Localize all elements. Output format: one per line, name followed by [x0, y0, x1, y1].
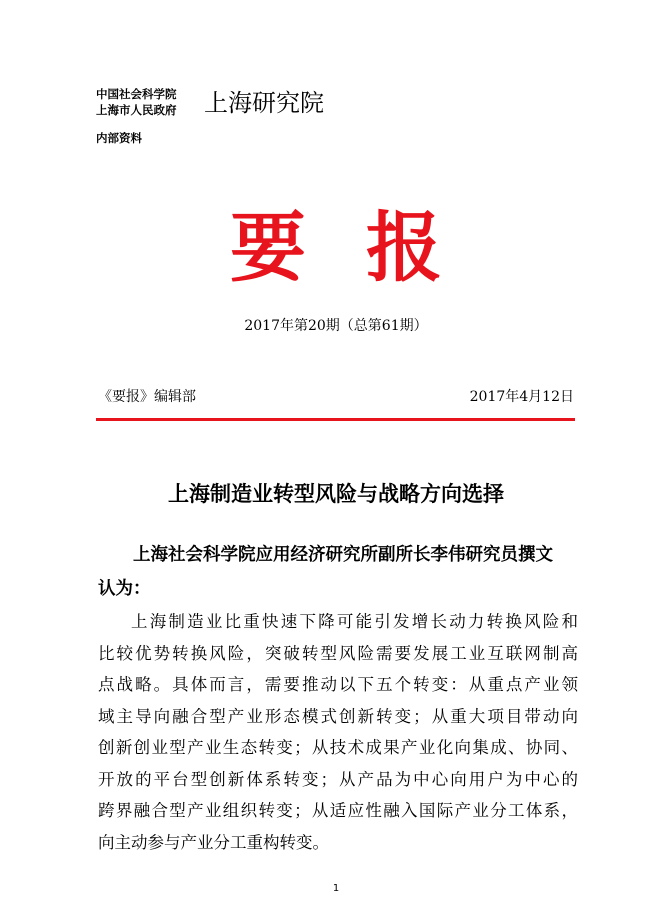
article-byline — [98, 538, 578, 606]
body-line: 点战略。具体而言，需要推动以下五个转变：从重点产业领 — [98, 675, 578, 694]
byline-line: 上海社会科学院应用经济研究所副所长李伟研究员撰文 — [133, 545, 553, 565]
red-divider — [96, 418, 575, 421]
byline-line: 认为： — [98, 579, 151, 599]
internal-material-label: 内部资料 — [96, 131, 142, 145]
body-line: 向主动参与产业分工重构转变。 — [98, 832, 329, 852]
body-line: 域主导向融合型产业形态模式创新转变；从重大项目带动向 — [98, 706, 578, 726]
institute-name: 上海研究院 — [204, 89, 324, 117]
issue-number: 2017年第20期（总第61期） — [244, 318, 428, 334]
article-body — [98, 606, 578, 858]
sponsor-shanghai-government: 上海市人民政府 — [96, 103, 177, 117]
body-line: 上海制造业比重快速下降可能引发增长动力转换风险和 — [131, 612, 578, 631]
page-number: 1 — [332, 883, 340, 894]
article-title: 上海制造业转型风险与战略方向选择 — [168, 482, 504, 506]
publication-date: 2017年4月12日 — [469, 389, 574, 405]
editorial-department: 《要报》编辑部 — [98, 389, 196, 405]
sponsor-organizations — [96, 86, 206, 118]
body-line: 跨界融合型产业组织转变；从适应性融入国际产业分工体系， — [98, 801, 578, 820]
sponsor-cass: 中国社会科学院 — [96, 87, 177, 101]
body-line: 创新创业型产业生态转变；从技术成果产业化向集成、协同、 — [98, 738, 578, 757]
masthead-title: 要报 — [230, 203, 502, 292]
body-line: 开放的平台型创新体系转变；从产品为中心向用户为中心的 — [98, 769, 578, 789]
body-line: 比较优势转换风险，突破转型风险需要发展工业互联网制高 — [98, 643, 578, 663]
